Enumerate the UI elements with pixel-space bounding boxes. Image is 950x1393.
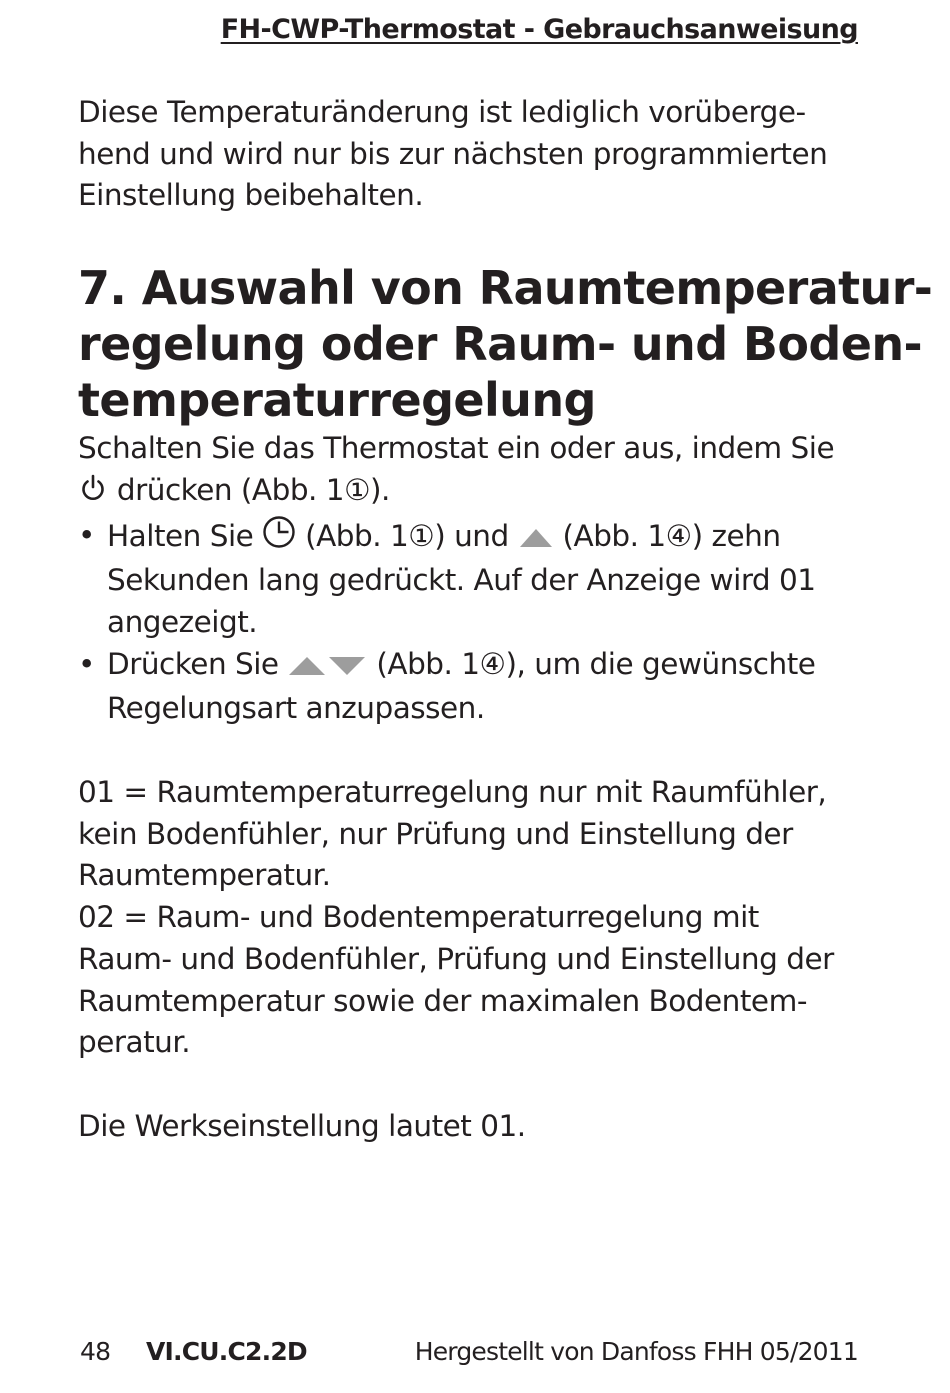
- text-line: 01 = Raumtemperaturregelung nur mit Raumfühler,: [78, 775, 827, 810]
- heading-line: 7. Auswahl von Raumtemperatur-: [78, 261, 933, 316]
- instruction-list: [78, 515, 868, 731]
- text-line: hend und wird nur bis zur nächsten programmierten: [78, 136, 828, 171]
- text-span: Drücken Sie: [107, 646, 279, 681]
- text-span: drücken (Abb. 1①).: [116, 472, 390, 507]
- heading-line: temperaturregelung: [78, 373, 596, 428]
- text-line: Die Werkseinstellung lautet 01.: [78, 1108, 526, 1143]
- text-line: [107, 644, 868, 689]
- text-line: angezeigt.: [107, 604, 258, 639]
- text-line: [107, 515, 868, 561]
- text-line: Schalten Sie das Thermostat ein oder aus, indem Sie: [78, 431, 835, 466]
- running-header: FH-CWP-Thermostat - Gebrauchsanweisung: [220, 14, 858, 45]
- text-line: 02 = Raum- und Bodentemperaturregelung mit: [78, 900, 759, 935]
- text-line: Raumtemperatur sowie der maximalen Bodentem-: [78, 983, 807, 1018]
- arrow-up-icon: [287, 647, 327, 689]
- text-span: Halten Sie: [107, 518, 254, 553]
- text-line: Raum- und Bodenfühler, Prüfung und Einstellung der: [78, 941, 834, 976]
- manufacturer-note: Hergestellt von Danfoss FHH 05/2011: [414, 1337, 858, 1366]
- list-item: [78, 644, 868, 730]
- power-icon: [78, 473, 108, 515]
- page-footer: [80, 1332, 858, 1372]
- mode-codes: [78, 772, 868, 1064]
- document-code: VI.CU.C2.2D: [146, 1337, 307, 1366]
- text-line: [78, 470, 868, 515]
- section-body: [78, 428, 868, 514]
- text-line: peratur.: [78, 1025, 191, 1060]
- text-span: (Abb. 1④), um die gewünschte: [376, 646, 816, 681]
- text-line: Diese Temperaturänderung ist lediglich vorüberge-: [78, 95, 806, 129]
- page-number: 48: [80, 1337, 111, 1366]
- heading-line: regelung oder Raum- und Boden-: [78, 317, 922, 372]
- text-line: Sekunden lang gedrückt. Auf der Anzeige wird 01: [107, 563, 816, 598]
- intro-paragraph: [78, 92, 868, 217]
- text-line: Regelungsart anzupassen.: [107, 691, 485, 726]
- clock-icon: [262, 515, 296, 561]
- text-span: (Abb. 1④) zehn: [562, 518, 781, 553]
- arrow-down-icon: [327, 647, 367, 689]
- list-item: [78, 515, 868, 644]
- factory-default-note: [78, 1106, 868, 1148]
- page-content: [78, 92, 933, 1148]
- arrow-up-icon: [518, 519, 554, 561]
- code-description: [78, 897, 868, 1064]
- text-line: kein Bodenfühler, nur Prüfung und Einstellung der: [78, 816, 793, 851]
- text-line: Einstellung beibehalten.: [78, 178, 424, 213]
- section-heading: [78, 260, 933, 428]
- code-description: [78, 772, 868, 897]
- text-line: Raumtemperatur.: [78, 858, 331, 893]
- text-span: (Abb. 1①) und: [305, 518, 509, 553]
